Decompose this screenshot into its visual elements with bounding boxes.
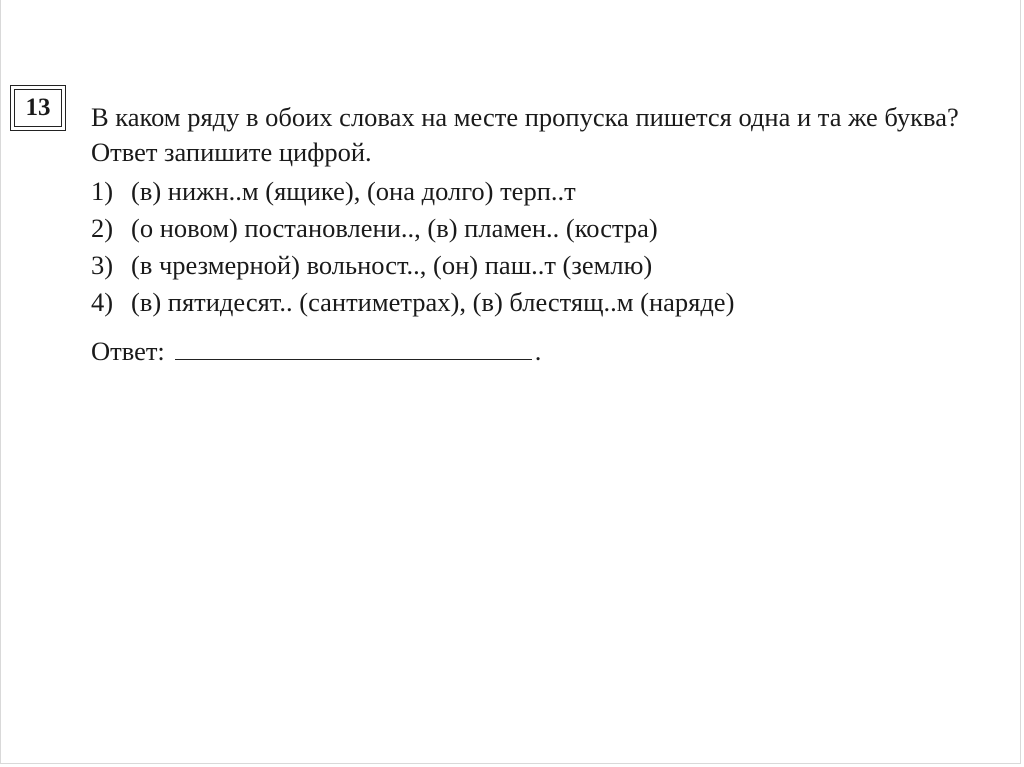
option-text: (о новом) постановлени.., (в) пламен.. (костра) [131, 213, 658, 243]
option-number: 2) [91, 213, 114, 243]
answer-period: . [534, 336, 542, 366]
answer-label: Ответ: [91, 336, 165, 366]
option-number: 4) [91, 287, 114, 317]
question-line-2: Ответ запишите цифрой. [91, 137, 372, 167]
task-number-box [10, 85, 66, 131]
option-number: 1) [91, 176, 114, 206]
answer-blank-line[interactable] [175, 335, 532, 360]
answer-row [91, 334, 541, 369]
option-text: (в чрезмерной) вольност.., (он) паш..т (землю) [131, 250, 653, 280]
option-number: 3) [91, 250, 114, 280]
option-2 [91, 210, 734, 247]
option-text: (в) нижн..м (ящике), (она долго) терп..т [131, 176, 576, 206]
option-4 [91, 284, 734, 321]
answer-options-list [91, 173, 734, 321]
question-text [91, 100, 959, 170]
question-line-1: В каком ряду в обоих словах на месте пропуска пишется одна и та же буква? [91, 102, 959, 132]
task-number: 13 [25, 94, 51, 121]
option-3 [91, 247, 734, 284]
option-1 [91, 173, 734, 210]
option-text: (в) пятидесят.. (сантиметрах), (в) блестящ..м (наряде) [131, 287, 735, 317]
